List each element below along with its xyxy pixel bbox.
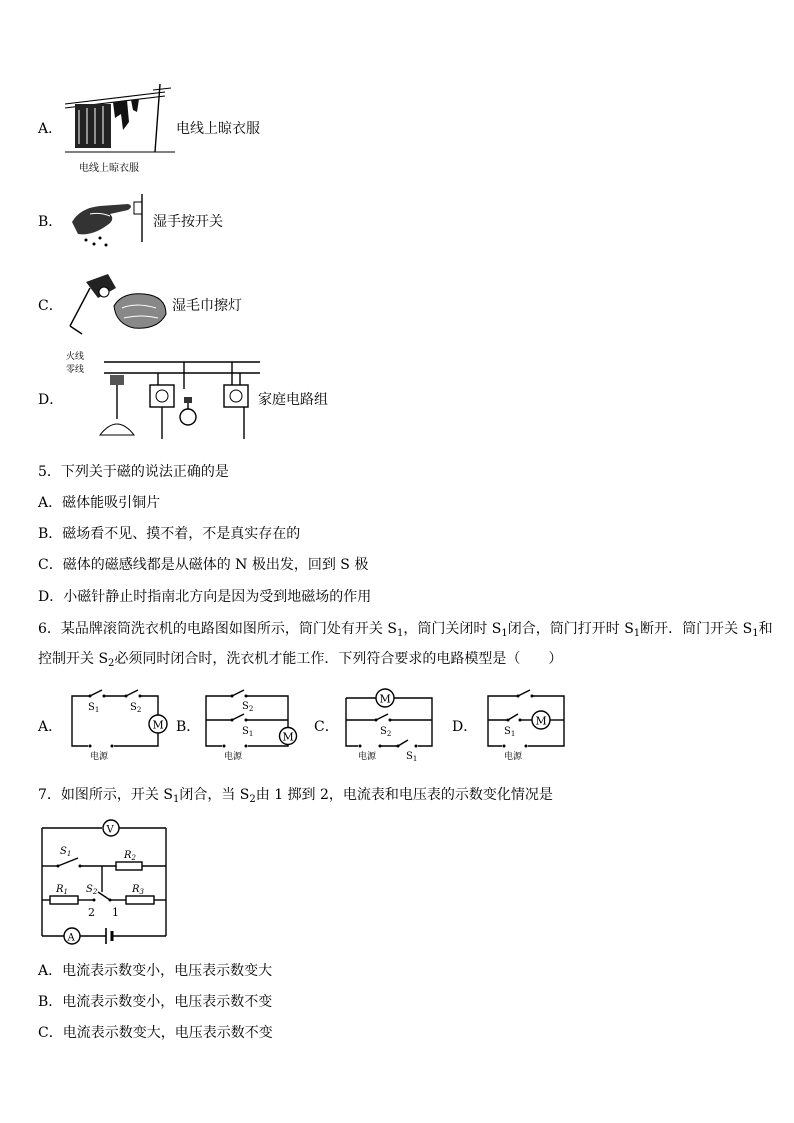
subscript: 2 — [108, 658, 115, 669]
r-letter: R — [124, 850, 132, 861]
q4-option-b-text: 湿手按开关 — [153, 214, 223, 230]
r2-label — [123, 850, 137, 862]
q4-option-d-text: 家庭电路组 — [258, 392, 328, 408]
q6-option-b-letter: B． — [176, 719, 201, 735]
s1-label — [504, 726, 515, 738]
q6-stem-line1 — [38, 620, 773, 643]
s-sub: 2 — [386, 730, 392, 738]
q5-option-d: D．小磁针静止时指南北方向是因为受到地磁场的作用 — [38, 589, 372, 605]
q7-text: 由 1 掷到 2，电流表和电压表的示数变化情况是 — [255, 787, 553, 803]
q4-a-caption: 电线上晾衣服 — [79, 163, 139, 174]
wet-hand-switch-image — [70, 192, 150, 250]
s1-label — [242, 726, 253, 738]
r-sub: 3 — [139, 888, 144, 896]
s-sub: 2 — [92, 888, 98, 896]
s2-label — [380, 726, 391, 738]
s-letter: S — [60, 846, 67, 857]
s-sub: 2 — [136, 706, 142, 714]
q6-stem-line2 — [38, 650, 562, 673]
q4-option-b-letter: B． — [38, 214, 63, 230]
s1-label — [88, 702, 99, 714]
motor-label: M — [282, 730, 294, 744]
motor-label: M — [152, 718, 164, 732]
r-sub: 2 — [131, 854, 136, 862]
power-label: 电源 — [358, 752, 377, 762]
motor-label: M — [379, 692, 391, 706]
q5-option-c: C．磁体的磁感线都是从磁体的 N 极出发，回到 S 极 — [38, 557, 369, 573]
s-letter: S — [88, 702, 95, 713]
subscript: 1 — [501, 628, 508, 639]
q5-option-b: B．磁场看不见、摸不着，不是真实存在的 — [38, 526, 301, 542]
q7-option-c: C．电流表示数变大，电压表示数不变 — [38, 1025, 273, 1041]
r-letter: R — [132, 884, 140, 895]
q4-option-d-letter: D． — [38, 392, 64, 408]
q6-circuit-d — [484, 688, 574, 760]
q6-text: 断开．筒门开关 S — [640, 621, 753, 637]
q7-stem — [38, 786, 553, 809]
s-sub: 1 — [248, 730, 254, 738]
r3-label — [131, 884, 145, 896]
switch-position-1: 1 — [112, 906, 119, 919]
s-sub: 1 — [94, 706, 100, 714]
s2-label — [86, 884, 98, 896]
subscript: 1 — [396, 628, 404, 639]
q5-option-a: A．磁体能吸引铜片 — [38, 495, 161, 511]
s-letter: S — [86, 884, 93, 895]
q5-stem: 5．下列关于磁的说法正确的是 — [38, 464, 229, 480]
q6-text: 必须同时闭合时，洗衣机才能工作．下列符合要求的电路模型是（ ） — [114, 651, 563, 667]
r1-label — [55, 884, 68, 896]
s-letter: S — [130, 702, 137, 713]
subscript: 1 — [172, 794, 180, 805]
s2-label — [242, 701, 253, 713]
q6-option-d-letter: D． — [452, 719, 478, 735]
q7-option-b: B．电流表示数变小，电压表示数不变 — [38, 994, 273, 1010]
home-circuit-image — [64, 349, 264, 444]
subscript: 2 — [249, 794, 256, 805]
s-letter: S — [504, 726, 511, 737]
q4-option-a-letter: A． — [38, 121, 63, 137]
q6-text: 6．某品牌滚筒洗衣机的电路图如图所示，筒门处有开关 S — [38, 621, 397, 637]
s-letter: S — [242, 726, 249, 737]
subscript: 1 — [752, 628, 759, 639]
q7-text: 7．如图所示，开关 S — [38, 787, 173, 803]
s-letter: S — [242, 701, 249, 712]
s-sub: 2 — [248, 705, 254, 713]
q6-circuit-a — [68, 688, 168, 760]
s-sub: 1 — [66, 850, 72, 858]
q6-option-c-letter: C． — [314, 719, 339, 735]
q6-text: 控制开关 S — [38, 651, 109, 667]
r-letter: R — [56, 884, 64, 895]
s1-label — [60, 846, 71, 858]
motor-label: M — [535, 714, 547, 728]
q6-option-a-letter: A． — [38, 719, 63, 735]
switch-position-2: 2 — [88, 906, 95, 919]
live-wire-label: 火线 — [66, 352, 85, 362]
q7-option-a: A．电流表示数变小，电压表示数变大 — [38, 963, 273, 979]
s-letter: S — [380, 726, 387, 737]
q6-circuit-b — [204, 688, 304, 760]
s2-label — [130, 702, 141, 714]
s-sub: 1 — [510, 730, 516, 738]
s-sub: 1 — [412, 755, 418, 763]
q7-circuit-diagram — [36, 820, 176, 948]
q6-text: 和 — [758, 621, 773, 637]
q4-option-c-text: 湿毛巾擦灯 — [172, 298, 242, 314]
subscript: 1 — [633, 628, 641, 639]
r-sub: 1 — [63, 888, 68, 896]
voltmeter-label: V — [106, 824, 114, 836]
clothes-on-wire-image — [65, 82, 185, 177]
power-label: 电源 — [90, 752, 109, 762]
towel-lamp-image — [62, 268, 172, 338]
s1-label — [406, 751, 417, 763]
q6-circuit-c — [344, 686, 444, 763]
ammeter-label: A — [67, 932, 75, 944]
q4-option-a-text: 电线上晾衣服 — [176, 121, 260, 137]
q7-text: 闭合，当 S — [179, 787, 250, 803]
power-label: 电源 — [504, 752, 523, 762]
q4-option-c-letter: C． — [38, 298, 63, 314]
q6-text: 闭合，筒门打开时 S — [507, 621, 634, 637]
q6-text: ，筒门关闭时 S — [403, 621, 502, 637]
power-label: 电源 — [224, 752, 243, 762]
s-letter: S — [406, 751, 413, 762]
neutral-wire-label: 零线 — [66, 365, 85, 375]
